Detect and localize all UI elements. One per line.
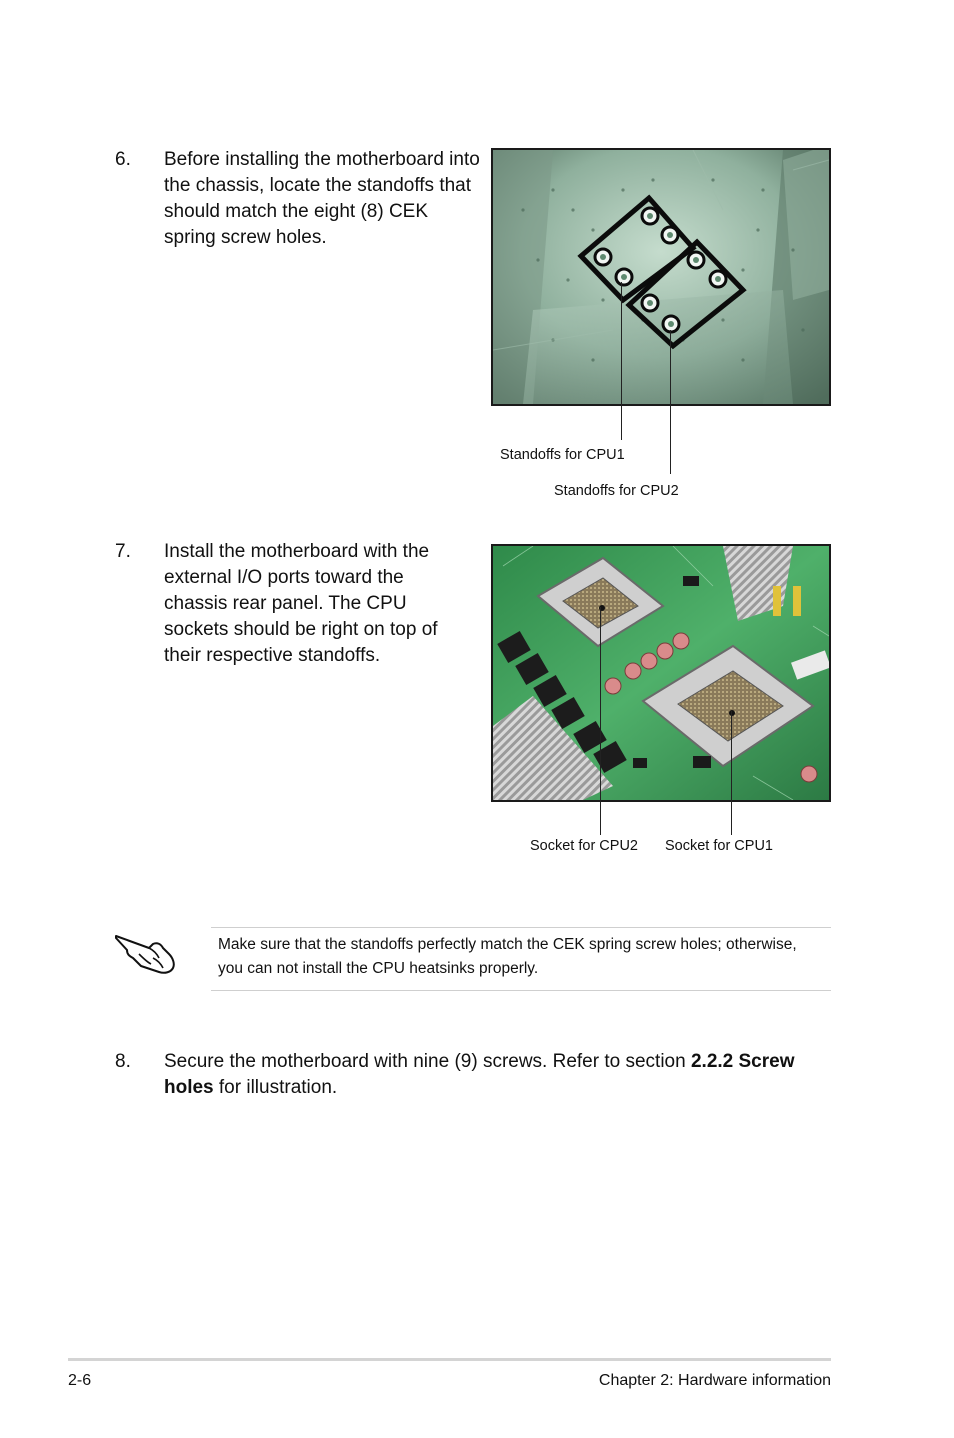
chapter-title: Chapter 2: Hardware information	[598, 1372, 831, 1389]
cpu2-standoffs-leader-line	[670, 330, 671, 474]
note-bottom-rule	[211, 990, 831, 991]
step-7-text: Install the motherboard with the external I/O ports toward the chassis rear panel. The CPU sockets should be right on top of their respective standoffs.	[164, 541, 438, 666]
note-top-rule	[211, 927, 831, 928]
standoffs-cpu1-label: Standoffs for CPU1	[500, 447, 625, 463]
socket-cpu1-label: Socket for CPU1	[665, 838, 773, 854]
motherboard-sockets-photo	[491, 544, 831, 802]
step-8-number: 8.	[115, 1051, 131, 1072]
chassis-standoffs-photo	[491, 148, 831, 406]
cpu1-socket-leader-line	[731, 711, 732, 835]
page-number: 2-6	[68, 1372, 92, 1389]
socket-cpu2-label: Socket for CPU2	[530, 838, 638, 854]
footer-rule	[68, 1358, 831, 1361]
standoffs-cpu2-label: Standoffs for CPU2	[554, 483, 679, 499]
hand-pointing-icon	[113, 928, 179, 983]
step-7-number: 7.	[115, 541, 131, 562]
motherboard-photo-illustration	[493, 546, 829, 800]
step-8-text-end: for illustration.	[213, 1077, 338, 1098]
note-text: Make sure that the standoffs perfectly match the CEK spring screw holes; otherwise, you can not install the CPU heatsinks properly.	[218, 936, 797, 977]
step-8-text	[164, 1049, 844, 1101]
chassis-photo-illustration	[493, 150, 829, 404]
step-6-number: 6.	[115, 149, 131, 170]
cpu2-socket-leader-line	[600, 607, 601, 835]
step-8-text-start: Secure the motherboard with nine (9) screws. Refer to section	[164, 1051, 691, 1072]
step-6-text: Before installing the motherboard into the chassis, locate the standoffs that should match the eight (8) CEK spring screw holes.	[164, 149, 480, 248]
section-reference: 2.2.2 Screw holes	[164, 1051, 795, 1098]
cpu1-standoffs-leader-line	[621, 282, 622, 440]
